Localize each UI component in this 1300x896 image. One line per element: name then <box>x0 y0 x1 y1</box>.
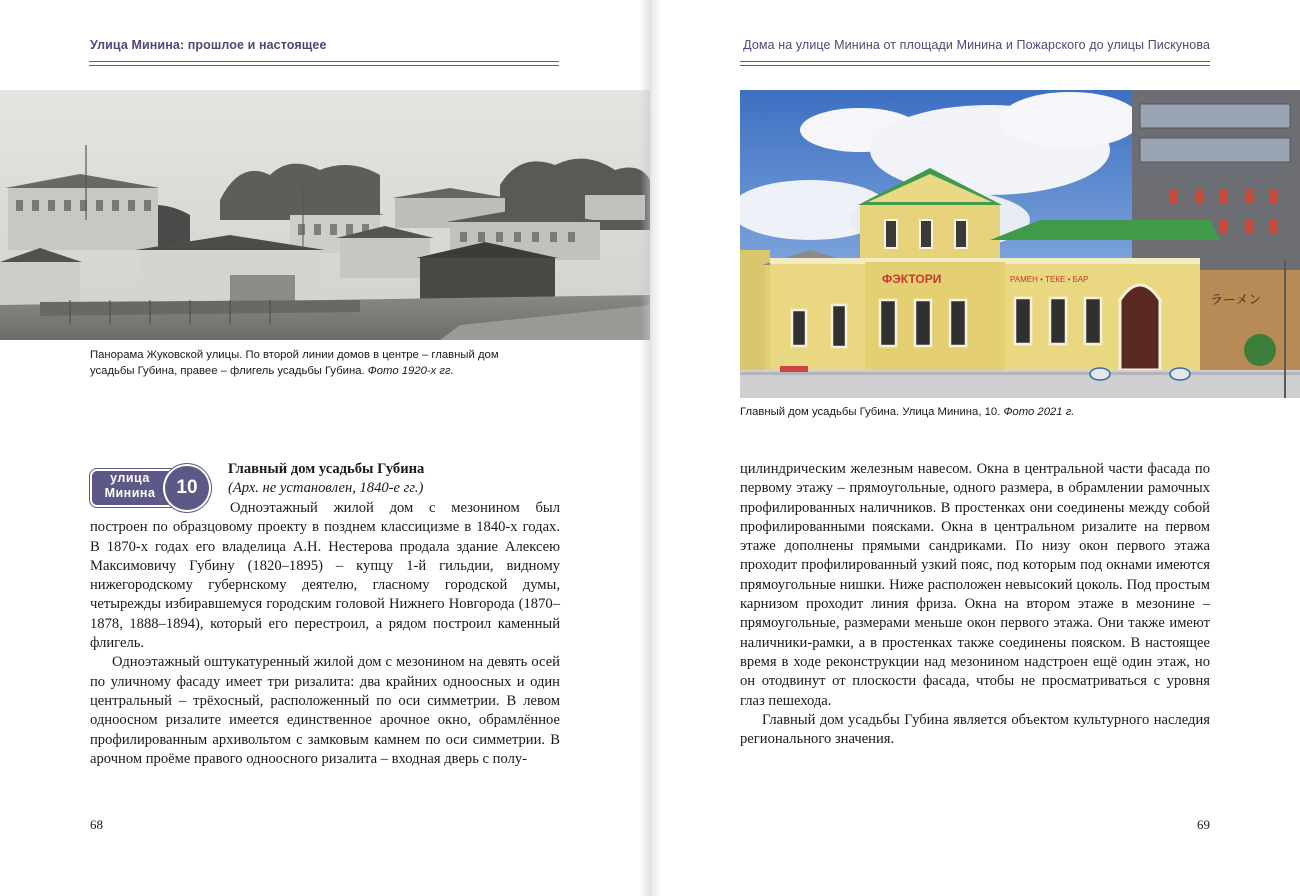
right-body-text <box>740 460 1210 749</box>
book-gutter <box>640 0 662 896</box>
photo-sign-main: ФЭКТОРИ <box>882 272 942 286</box>
street-badge-label: улица Минина <box>104 471 156 500</box>
right-paragraph-2: Главный дом усадьбы Губина является объектом культурного наследия регионального значения. <box>740 711 1210 748</box>
gubin-house-photo <box>740 90 1300 398</box>
header-rule-left <box>89 61 559 66</box>
section-heading <box>228 460 560 499</box>
left-body-text <box>90 499 560 769</box>
page-number-left: 68 <box>90 817 103 832</box>
section-title: Главный дом усадьбы Губина <box>228 461 425 477</box>
header-rule-right <box>740 61 1210 66</box>
house-number-badge: 10 <box>163 464 211 512</box>
left-paragraph-2: Одноэтажный оштукатуренный жилой дом с мезонином на девять осей по уличному фасаду имеет три ризалита: два крайних одноосных и один центральный – трёхосный, расположенный по оси симметрии. В левом одноосном ризалите имеется единственное арочное окно, обрамлённое профилированным архивольтом с замковым камнем по оси симметрии. В арочном проёме правого одноосного ризалита – входная дверь с полу- <box>90 654 560 767</box>
page-number-right: 69 <box>1197 817 1210 832</box>
right-page <box>650 0 1300 896</box>
photo-caption-right: Главный дом усадьбы Губина. Улица Минина, 10. Фото 2021 г. <box>740 406 1075 418</box>
running-head-left: Улица Минина: прошлое и настоящее <box>90 38 327 52</box>
left-paragraph-1: Одноэтажный жилой дом с мезонином был построен по образцовому проекту в позднем классицизме в 1840-х годах. В 1870-х годах его владелица А.Н. Нестерова продала здание Алексею Максимовичу Губину (1820–1895) – купцу 1-й гильдии, видному нижегородскому губернскому деятелю, гласному городской думы, четырежды избиравшемуся городским головой Нижнего Новгорода (1870–1878, 1888–1894), который его перестроил, а рядом построил каменный флигель. <box>90 500 560 652</box>
photo-credit-left: Фото 1920-х гг. <box>367 365 454 377</box>
photo-caption-left: Панорама Жуковской улицы. По второй линии домов в центре – главный дом усадьбы Губина, правее – флигель усадьбы Губина. Фото 1920-х гг. <box>90 349 499 377</box>
section-subtitle: (Арх. не установлен, 1840-е гг.) <box>228 480 424 497</box>
running-head-right: Дома на улице Минина от площади Минина и Пожарского до улицы Пискунова <box>743 38 1210 52</box>
historic-panorama-photo <box>0 90 650 340</box>
right-paragraph-1: цилиндрическим железным навесом. Окна в центральной части фасада по первому этажу – прямоугольные, одного размера, в обрамлении рамочных профилированных наличников. В простенках они соединены между собой профилированными поясками. Окна в центральном ризалите на первом этаже дополнены прямыми сандриками. По низу окон первого этажа проходит профилированный узкий пояс, под которым под окнами имеются прямоугольные нишки. Ниже расположен невысокий цоколь. Под простым карнизом проходит линия фриза. Окна на втором этаже в мезонине – прямоугольные, размерами меньше окон первого этажа. Они также имеют наличники-рамки, а в простенках также соединены пояском. В настоящее время в ходе реконструкции над мезонином надстроен ещё один этаж, но он отодвинут от плоскости фасада, чтобы не просматриваться с уровня глаз пешехода. <box>740 461 1210 709</box>
photo-sign-secondary: РАМЕН • ТЕКЕ • БАР <box>1010 275 1089 284</box>
photo-credit-right: Фото 2021 г. <box>1003 406 1075 418</box>
photo-sign-japanese: ラーメン <box>1210 293 1262 308</box>
